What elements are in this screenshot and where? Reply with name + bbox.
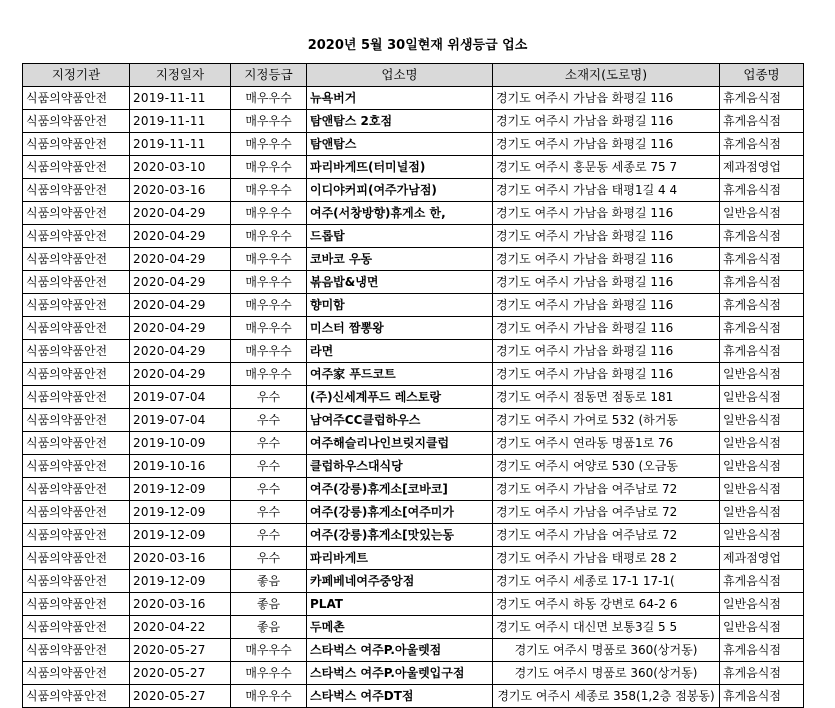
cell-grade[interactable]: 매우우수: [231, 202, 307, 225]
cell-agency[interactable]: 식품의약품안전: [23, 570, 130, 593]
cell-type[interactable]: 일반음식점: [720, 202, 804, 225]
cell-agency[interactable]: 식품의약품안전: [23, 455, 130, 478]
cell-address[interactable]: 경기도 여주시 명품로 360(상거동): [493, 662, 720, 685]
table-row: [23, 547, 804, 570]
table-row: [23, 156, 804, 179]
cell-date[interactable]: 2020-04-29: [130, 202, 231, 225]
cell-address[interactable]: 경기도 여주시 가여로 532 (하거동: [493, 409, 720, 432]
cell-grade[interactable]: 매우우수: [231, 271, 307, 294]
cell-name[interactable]: 탐앤탐스 2호점: [307, 110, 493, 133]
cell-address[interactable]: 경기도 여주시 가남읍 화평길 116: [493, 202, 720, 225]
cell-name[interactable]: 카페베네여주중앙점: [307, 570, 493, 593]
cell-agency[interactable]: 식품의약품안전: [23, 248, 130, 271]
cell-grade[interactable]: 우수: [231, 455, 307, 478]
cell-grade[interactable]: 좋음: [231, 616, 307, 639]
cell-agency[interactable]: 식품의약품안전: [23, 409, 130, 432]
cell-type[interactable]: 일반음식점: [720, 524, 804, 547]
cell-name[interactable]: 파리바게트: [307, 547, 493, 570]
cell-date[interactable]: 2019-11-11: [130, 110, 231, 133]
cell-grade[interactable]: 매우우수: [231, 87, 307, 110]
cell-date[interactable]: 2019-10-16: [130, 455, 231, 478]
cell-type[interactable]: 휴게음식점: [720, 317, 804, 340]
cell-date[interactable]: 2020-04-29: [130, 317, 231, 340]
cell-name[interactable]: 스타벅스 여주P.아울렛점: [307, 639, 493, 662]
cell-agency[interactable]: 식품의약품안전: [23, 386, 130, 409]
table-row: [23, 593, 804, 616]
cell-address[interactable]: 경기도 여주시 가남읍 화평길 116: [493, 225, 720, 248]
cell-date[interactable]: 2020-04-29: [130, 271, 231, 294]
cell-type[interactable]: 일반음식점: [720, 363, 804, 386]
cell-agency[interactable]: 식품의약품안전: [23, 156, 130, 179]
cell-agency[interactable]: 식품의약품안전: [23, 87, 130, 110]
cell-address[interactable]: 경기도 여주시 가남읍 화평길 116: [493, 133, 720, 156]
table-row: [23, 501, 804, 524]
cell-grade[interactable]: 매우우수: [231, 179, 307, 202]
cell-type[interactable]: 휴게음식점: [720, 179, 804, 202]
table-row: [23, 87, 804, 110]
table-row: [23, 455, 804, 478]
table-row: [23, 248, 804, 271]
cell-date[interactable]: 2020-05-27: [130, 685, 231, 708]
cell-address[interactable]: 경기도 여주시 홍문동 세종로 75 7: [493, 156, 720, 179]
table-row: [23, 317, 804, 340]
cell-agency[interactable]: 식품의약품안전: [23, 616, 130, 639]
cell-grade[interactable]: 우수: [231, 547, 307, 570]
table-row: [23, 570, 804, 593]
cell-agency[interactable]: 식품의약품안전: [23, 202, 130, 225]
cell-grade[interactable]: 매우우수: [231, 225, 307, 248]
cell-date[interactable]: 2019-12-09: [130, 524, 231, 547]
cell-type[interactable]: 휴게음식점: [720, 110, 804, 133]
cell-address[interactable]: 경기도 여주시 가남읍 화평길 116: [493, 294, 720, 317]
cell-name[interactable]: 이디야커피(여주가남점): [307, 179, 493, 202]
cell-date[interactable]: 2019-12-09: [130, 501, 231, 524]
cell-grade[interactable]: 우수: [231, 478, 307, 501]
cell-address[interactable]: 경기도 여주시 가남읍 화평길 116: [493, 271, 720, 294]
cell-grade[interactable]: 우수: [231, 386, 307, 409]
cell-name[interactable]: 향미함: [307, 294, 493, 317]
cell-date[interactable]: 2019-10-09: [130, 432, 231, 455]
cell-address[interactable]: 경기도 여주시 여양로 530 (오금동: [493, 455, 720, 478]
cell-type[interactable]: 제과점영업: [720, 547, 804, 570]
cell-address[interactable]: 경기도 여주시 가남읍 여주남로 72: [493, 524, 720, 547]
cell-agency[interactable]: 식품의약품안전: [23, 593, 130, 616]
cell-name[interactable]: 여주해슬리나인브릿지클럽: [307, 432, 493, 455]
cell-type[interactable]: 일반음식점: [720, 501, 804, 524]
cell-date[interactable]: 2020-05-27: [130, 639, 231, 662]
cell-type[interactable]: 일반음식점: [720, 409, 804, 432]
cell-name[interactable]: 파리바게뜨(터미널점): [307, 156, 493, 179]
cell-agency[interactable]: 식품의약품안전: [23, 110, 130, 133]
table-row: [23, 685, 804, 708]
cell-date[interactable]: 2019-12-09: [130, 570, 231, 593]
cell-grade[interactable]: 좋음: [231, 570, 307, 593]
cell-date[interactable]: 2020-04-29: [130, 340, 231, 363]
cell-grade[interactable]: 좋음: [231, 593, 307, 616]
cell-type[interactable]: 휴게음식점: [720, 340, 804, 363]
cell-address[interactable]: 경기도 여주시 가남읍 화평길 116: [493, 340, 720, 363]
cell-type[interactable]: 휴게음식점: [720, 662, 804, 685]
cell-type[interactable]: 일반음식점: [720, 432, 804, 455]
cell-name[interactable]: (주)신세계푸드 레스토랑: [307, 386, 493, 409]
cell-date[interactable]: 2020-03-16: [130, 593, 231, 616]
cell-type[interactable]: 휴게음식점: [720, 570, 804, 593]
cell-grade[interactable]: 매우우수: [231, 685, 307, 708]
table-row: [23, 133, 804, 156]
cell-date[interactable]: 2020-03-16: [130, 179, 231, 202]
cell-grade[interactable]: 매우우수: [231, 294, 307, 317]
cell-agency[interactable]: 식품의약품안전: [23, 501, 130, 524]
cell-address[interactable]: 경기도 여주시 가남읍 화평길 116: [493, 317, 720, 340]
cell-date[interactable]: 2020-05-27: [130, 662, 231, 685]
cell-grade[interactable]: 우수: [231, 501, 307, 524]
cell-name[interactable]: 미스터 짬뽕왕: [307, 317, 493, 340]
cell-name[interactable]: 여주(강릉)휴게소[코바코]: [307, 478, 493, 501]
cell-name[interactable]: PLAT: [307, 593, 493, 616]
cell-type[interactable]: 휴게음식점: [720, 294, 804, 317]
cell-name[interactable]: 여주家 푸드코트: [307, 363, 493, 386]
cell-agency[interactable]: 식품의약품안전: [23, 639, 130, 662]
cell-address[interactable]: 경기도 여주시 세종로 17-1 17-1(: [493, 570, 720, 593]
cell-address[interactable]: 경기도 여주시 가남읍 화평길 116: [493, 248, 720, 271]
cell-agency[interactable]: 식품의약품안전: [23, 133, 130, 156]
table-row: [23, 271, 804, 294]
cell-name[interactable]: 드롭탑: [307, 225, 493, 248]
table-row: [23, 478, 804, 501]
cell-grade[interactable]: 매우우수: [231, 317, 307, 340]
cell-type[interactable]: 일반음식점: [720, 616, 804, 639]
cell-type[interactable]: 휴게음식점: [720, 685, 804, 708]
cell-agency[interactable]: 식품의약품안전: [23, 524, 130, 547]
cell-type[interactable]: 휴게음식점: [720, 133, 804, 156]
cell-name[interactable]: 코바코 우동: [307, 248, 493, 271]
cell-address[interactable]: 경기도 여주시 명품로 360(상거동): [493, 639, 720, 662]
cell-address[interactable]: 경기도 여주시 세종로 358(1,2층 점봉동): [493, 685, 720, 708]
table-row: [23, 386, 804, 409]
sheet-title: 2020년 5월 30일현재 위생등급 업소: [307, 38, 528, 53]
cell-date[interactable]: 2019-12-09: [130, 478, 231, 501]
cell-address[interactable]: 경기도 여주시 대신면 보통3길 5 5: [493, 616, 720, 639]
cell-date[interactable]: 2019-07-04: [130, 409, 231, 432]
cell-agency[interactable]: 식품의약품안전: [23, 547, 130, 570]
cell-type[interactable]: 휴게음식점: [720, 87, 804, 110]
cell-date[interactable]: 2019-07-04: [130, 386, 231, 409]
cell-type[interactable]: 일반음식점: [720, 386, 804, 409]
cell-date[interactable]: 2020-03-16: [130, 547, 231, 570]
header-type[interactable]: 업종명: [720, 64, 804, 87]
cell-agency[interactable]: 식품의약품안전: [23, 662, 130, 685]
table-row: [23, 363, 804, 386]
cell-agency[interactable]: 식품의약품안전: [23, 271, 130, 294]
cell-date[interactable]: 2019-11-11: [130, 87, 231, 110]
cell-address[interactable]: 경기도 여주시 가남읍 화평길 116: [493, 363, 720, 386]
table-row: [23, 639, 804, 662]
header-date[interactable]: 지정일자: [130, 64, 231, 87]
cell-address[interactable]: 경기도 여주시 가남읍 여주남로 72: [493, 501, 720, 524]
cell-grade[interactable]: 매우우수: [231, 340, 307, 363]
header-row: [23, 64, 804, 87]
cell-agency[interactable]: 식품의약품안전: [23, 363, 130, 386]
cell-name[interactable]: 남여주CC클럽하우스: [307, 409, 493, 432]
cell-name[interactable]: 탐앤탐스: [307, 133, 493, 156]
cell-agency[interactable]: 식품의약품안전: [23, 225, 130, 248]
cell-agency[interactable]: 식품의약품안전: [23, 432, 130, 455]
cell-grade[interactable]: 우수: [231, 524, 307, 547]
cell-date[interactable]: 2019-11-11: [130, 133, 231, 156]
cell-name[interactable]: 여주(서창방향)휴게소 한,: [307, 202, 493, 225]
cell-date[interactable]: 2020-04-29: [130, 363, 231, 386]
cell-grade[interactable]: 매우우수: [231, 110, 307, 133]
cell-name[interactable]: 뉴욕버거: [307, 87, 493, 110]
cell-grade[interactable]: 매우우수: [231, 248, 307, 271]
cell-grade[interactable]: 매우우수: [231, 133, 307, 156]
cell-agency[interactable]: 식품의약품안전: [23, 685, 130, 708]
cell-grade[interactable]: 매우우수: [231, 156, 307, 179]
cell-type[interactable]: 휴게음식점: [720, 271, 804, 294]
cell-name[interactable]: 스타벅스 여주DT점: [307, 685, 493, 708]
hygiene-grade-table: [22, 63, 804, 708]
cell-address[interactable]: 경기도 여주시 하동 강변로 64-2 6: [493, 593, 720, 616]
table-row: [23, 432, 804, 455]
cell-name[interactable]: 라면: [307, 340, 493, 363]
cell-name[interactable]: 클럽하우스대식당: [307, 455, 493, 478]
cell-grade[interactable]: 우수: [231, 432, 307, 455]
cell-type[interactable]: 휴게음식점: [720, 248, 804, 271]
cell-type[interactable]: 일반음식점: [720, 593, 804, 616]
cell-date[interactable]: 2020-03-10: [130, 156, 231, 179]
cell-name[interactable]: 볶음밥&냉면: [307, 271, 493, 294]
cell-address[interactable]: 경기도 여주시 점동면 점동로 181: [493, 386, 720, 409]
header-grade[interactable]: 지정등급: [231, 64, 307, 87]
cell-agency[interactable]: 식품의약품안전: [23, 179, 130, 202]
table-row: [23, 225, 804, 248]
cell-type[interactable]: 일반음식점: [720, 455, 804, 478]
cell-name[interactable]: 여주(강릉)휴게소[맛있는동: [307, 524, 493, 547]
header-agency[interactable]: 지정기관: [23, 64, 130, 87]
cell-type[interactable]: 휴게음식점: [720, 225, 804, 248]
cell-agency[interactable]: 식품의약품안전: [23, 294, 130, 317]
cell-type[interactable]: 휴게음식점: [720, 639, 804, 662]
table-row: [23, 524, 804, 547]
header-address[interactable]: 소재지(도로명): [493, 64, 720, 87]
cell-address[interactable]: 경기도 여주시 연라동 명품1로 76: [493, 432, 720, 455]
table-row: [23, 202, 804, 225]
cell-address[interactable]: 경기도 여주시 가남읍 태평1길 4 4: [493, 179, 720, 202]
cell-address[interactable]: 경기도 여주시 가남읍 화평길 116: [493, 87, 720, 110]
table-body: [23, 87, 804, 708]
cell-date[interactable]: 2020-04-29: [130, 294, 231, 317]
table-row: [23, 340, 804, 363]
cell-type[interactable]: 제과점영업: [720, 156, 804, 179]
table-row: [23, 662, 804, 685]
cell-agency[interactable]: 식품의약품안전: [23, 317, 130, 340]
cell-grade[interactable]: 우수: [231, 409, 307, 432]
cell-name[interactable]: 여주(강릉)휴게소[여주미가: [307, 501, 493, 524]
cell-agency[interactable]: 식품의약품안전: [23, 478, 130, 501]
table-row: [23, 110, 804, 133]
table-row: [23, 179, 804, 202]
cell-name[interactable]: 스타벅스 여주P.아울렛입구점: [307, 662, 493, 685]
table-row: [23, 294, 804, 317]
cell-address[interactable]: 경기도 여주시 가남읍 화평길 116: [493, 110, 720, 133]
cell-date[interactable]: 2020-04-29: [130, 248, 231, 271]
cell-type[interactable]: 일반음식점: [720, 478, 804, 501]
table-row: [23, 616, 804, 639]
cell-agency[interactable]: 식품의약품안전: [23, 340, 130, 363]
cell-grade[interactable]: 매우우수: [231, 662, 307, 685]
cell-grade[interactable]: 매우우수: [231, 363, 307, 386]
cell-date[interactable]: 2020-04-22: [130, 616, 231, 639]
cell-name[interactable]: 두메촌: [307, 616, 493, 639]
cell-grade[interactable]: 매우우수: [231, 639, 307, 662]
table-row: [23, 409, 804, 432]
cell-address[interactable]: 경기도 여주시 가남읍 여주남로 72: [493, 478, 720, 501]
cell-date[interactable]: 2020-04-29: [130, 225, 231, 248]
cell-address[interactable]: 경기도 여주시 가남읍 태평로 28 2: [493, 547, 720, 570]
header-name[interactable]: 업소명: [307, 64, 493, 87]
